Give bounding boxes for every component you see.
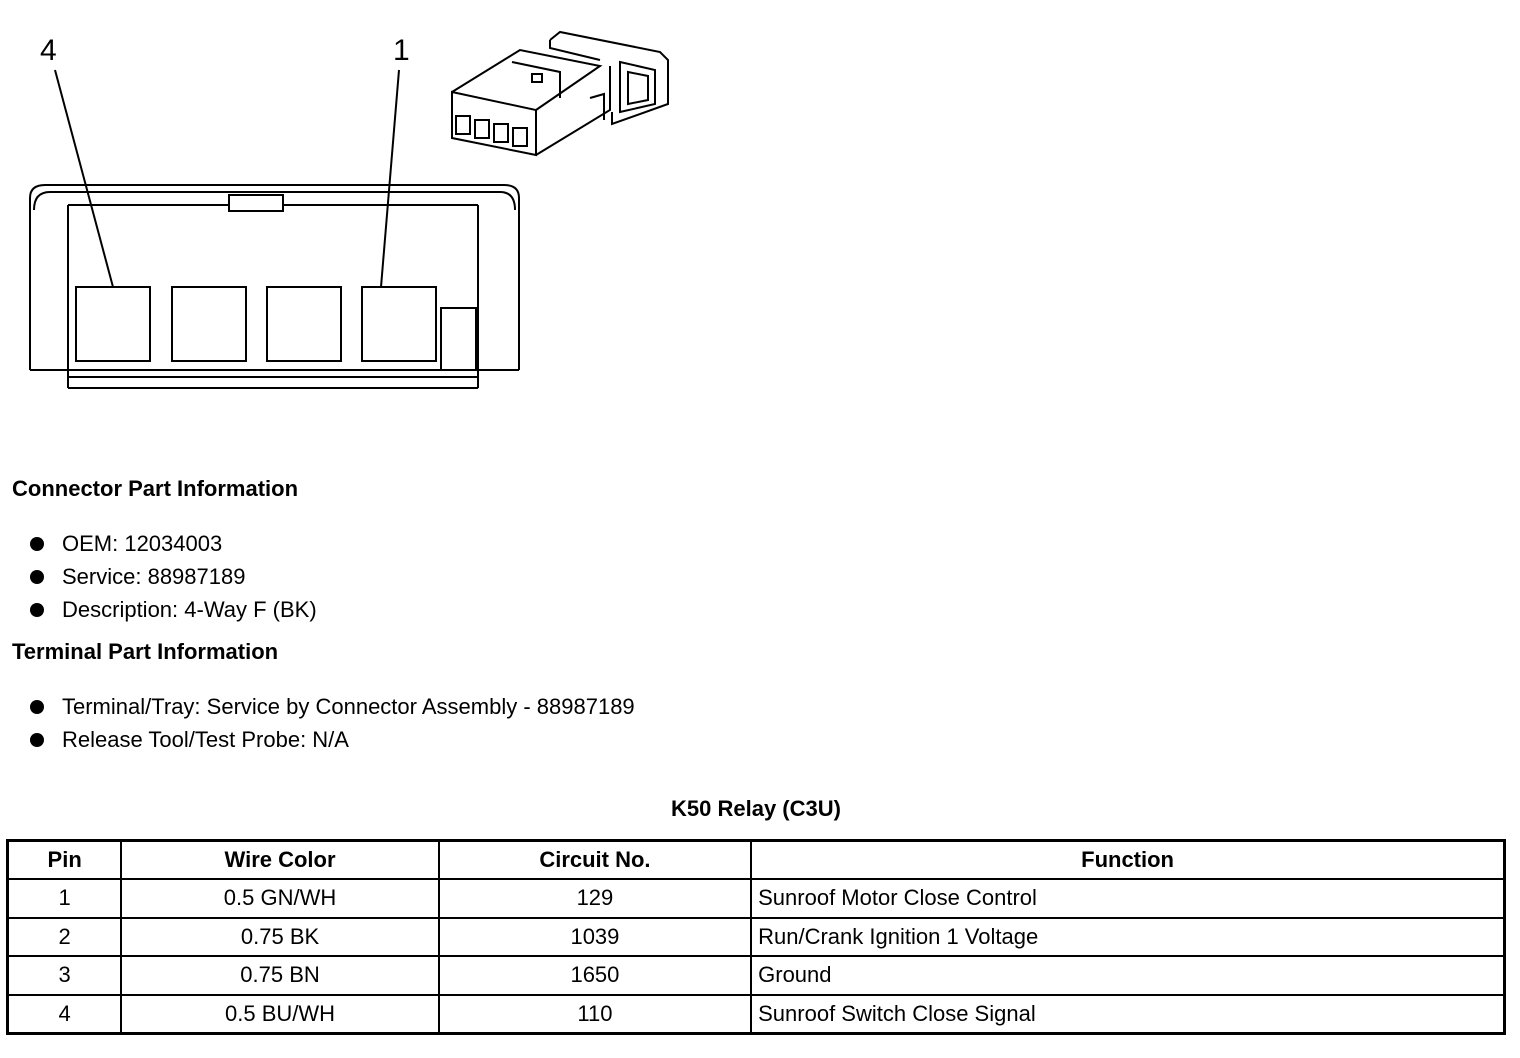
cell-pin: 3 — [8, 956, 122, 995]
cell-function: Run/Crank Ignition 1 Voltage — [751, 918, 1504, 957]
release-tool-text: Release Tool/Test Probe: N/A — [62, 727, 349, 752]
cell-function: Ground — [751, 956, 1504, 995]
bullet-icon — [30, 733, 44, 747]
connector-info-list — [28, 527, 317, 626]
cell-circuit: 110 — [439, 995, 751, 1034]
cell-pin: 4 — [8, 995, 122, 1034]
cell-pin: 2 — [8, 918, 122, 957]
cavity-3 — [172, 287, 246, 361]
connector-diagram — [0, 0, 700, 410]
list-item — [28, 690, 635, 723]
housing-outline — [30, 185, 519, 370]
table-row — [8, 956, 1505, 995]
service-text: Service: 88987189 — [62, 564, 246, 589]
cell-circuit: 1039 — [439, 918, 751, 957]
header-wire-color: Wire Color — [121, 841, 438, 880]
cell-wire-color: 0.5 GN/WH — [121, 879, 438, 918]
cell-circuit: 1650 — [439, 956, 751, 995]
description-text: Description: 4-Way F (BK) — [62, 597, 317, 622]
list-item — [28, 593, 317, 626]
bullet-icon — [30, 700, 44, 714]
cavity-4 — [76, 287, 150, 361]
cavity-1 — [362, 287, 436, 361]
header-circuit-no: Circuit No. — [439, 841, 751, 880]
oem-text: OEM: 12034003 — [62, 531, 223, 556]
header-function: Function — [751, 841, 1504, 880]
pin-label-4: 4 — [40, 34, 57, 67]
table-caption: K50 Relay (C3U) — [671, 796, 841, 821]
bullet-icon — [30, 537, 44, 551]
cell-pin: 1 — [8, 879, 122, 918]
header-pin: Pin — [8, 841, 122, 880]
cell-wire-color: 0.5 BU/WH — [121, 995, 438, 1034]
list-item — [28, 723, 635, 756]
leader-line-4 — [55, 70, 113, 287]
pinout-table — [6, 839, 1506, 1035]
cell-function: Sunroof Motor Close Control — [751, 879, 1504, 918]
cell-function: Sunroof Switch Close Signal — [751, 995, 1504, 1034]
cell-wire-color: 0.75 BN — [121, 956, 438, 995]
table-header-row — [8, 841, 1505, 880]
connector-face-drawing — [0, 0, 700, 410]
cell-circuit: 129 — [439, 879, 751, 918]
terminal-info-list — [28, 690, 635, 756]
cavity-2 — [267, 287, 341, 361]
list-item — [28, 560, 317, 593]
list-item — [28, 527, 317, 560]
connector-info-heading: Connector Part Information — [12, 476, 299, 501]
table-row — [8, 995, 1505, 1034]
terminal-info-heading: Terminal Part Information — [12, 639, 279, 664]
pin-label-1: 1 — [393, 34, 410, 67]
cell-wire-color: 0.75 BK — [121, 918, 438, 957]
terminal-tray-text: Terminal/Tray: Service by Connector Assembly - 88987189 — [62, 694, 635, 719]
bullet-icon — [30, 570, 44, 584]
table-row — [8, 879, 1505, 918]
table-row — [8, 918, 1505, 957]
connector-3d-thumbnail — [452, 32, 668, 155]
leader-line-1 — [381, 70, 399, 287]
bullet-icon — [30, 603, 44, 617]
